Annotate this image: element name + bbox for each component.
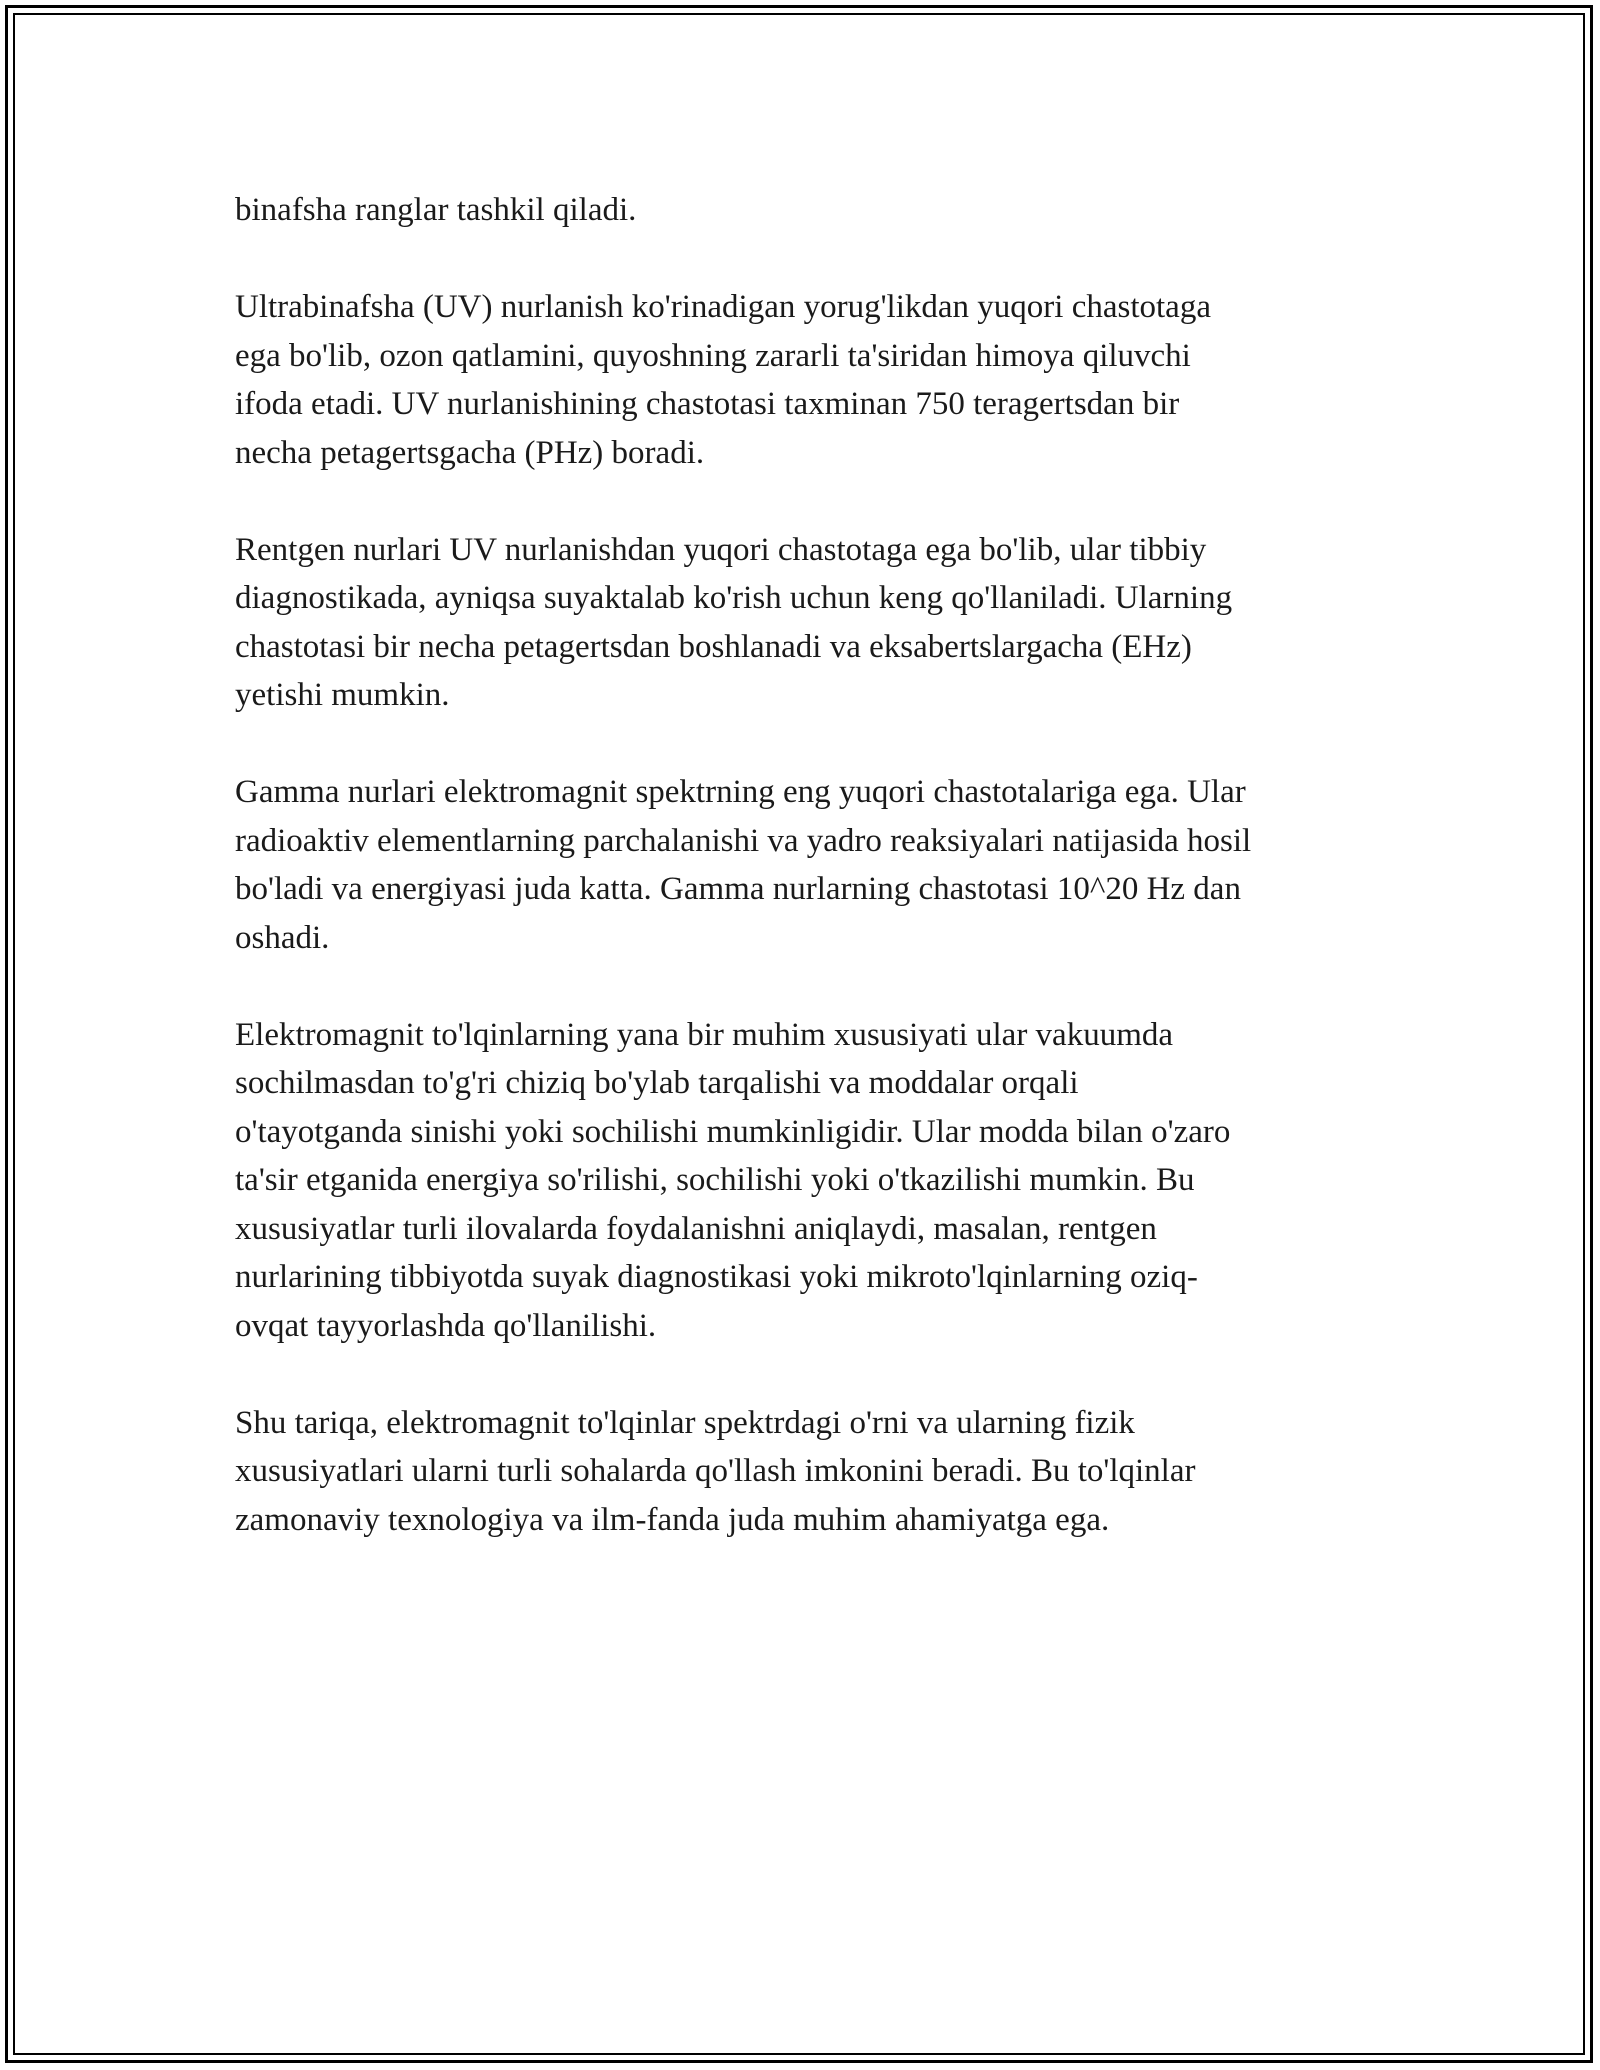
paragraph-em-properties: Elektromagnit to'lqinlarning yana bir muhim xususiyati ular vakuumda sochilmasdan to'g'ri chiziq bo'ylab tarqalishi va moddalar orqali o'tayotganda sinishi yoki sochilishi mumkinligidir. Ular modda bilan o'zaro ta'sir etganida energiya so'rilishi, sochilishi yoki o'tkazilishi mumkin. Bu xususiyatlar turli ilovalarda foydalanishni aniqlaydi, masalan, rentgen nurlarining tibbiyotda suyak diagnostikasi yoki mikroto'lqinlarning oziq- ovqat tayyorlashda qo'llanilishi. — [235, 1016, 1231, 1344]
paragraph-x-rays: Rentgen nurlari UV nurlanishdan yuqori chastotaga ega bo'lib, ular tibbiy diagnostikada, ayniqsa suyaktalab ko'rish uchun keng qo'llaniladi. Ularning chastotasi bir necha petagertsdan boshlanadi va eksabertslargacha (EHz) yetishi mumkin. — [235, 531, 1233, 713]
paragraph-gamma-rays: Gamma nurlari elektromagnit spektrning eng yuqori chastotalariga ega. Ular radioaktiv elementlarning parchalanishi va yadro reaksiyalari natijasida hosil bo'ladi va energiyasi juda katta. Gamma nurlarning chastotasi 10^20 Hz dan oshadi. — [235, 774, 1252, 956]
paragraph-continuation: binafsha ranglar tashkil qiladi. — [235, 192, 637, 228]
paragraph-ultraviolet: Ultrabinafsha (UV) nurlanish ko'rinadigan yorug'likdan yuqori chastotaga ega bo'lib, ozon qatlamini, quyoshning zararli ta'siridan himoya qiluvchi ifoda etadi. UV nurlanishining chastotasi taxminan 750 teragertsdan bir necha petagertsgacha (PHz) boradi. — [235, 289, 1211, 471]
document-body — [235, 186, 1365, 1593]
paragraph-conclusion: Shu tariqa, elektromagnit to'lqinlar spektrdagi o'rni va ularning fizik xususiyatlari ularni turli sohalarda qo'llash imkonini beradi. Bu to'lqinlar zamonaviy texnologiya va ilm-fanda juda muhim ahamiyatga ega. — [235, 1404, 1196, 1538]
